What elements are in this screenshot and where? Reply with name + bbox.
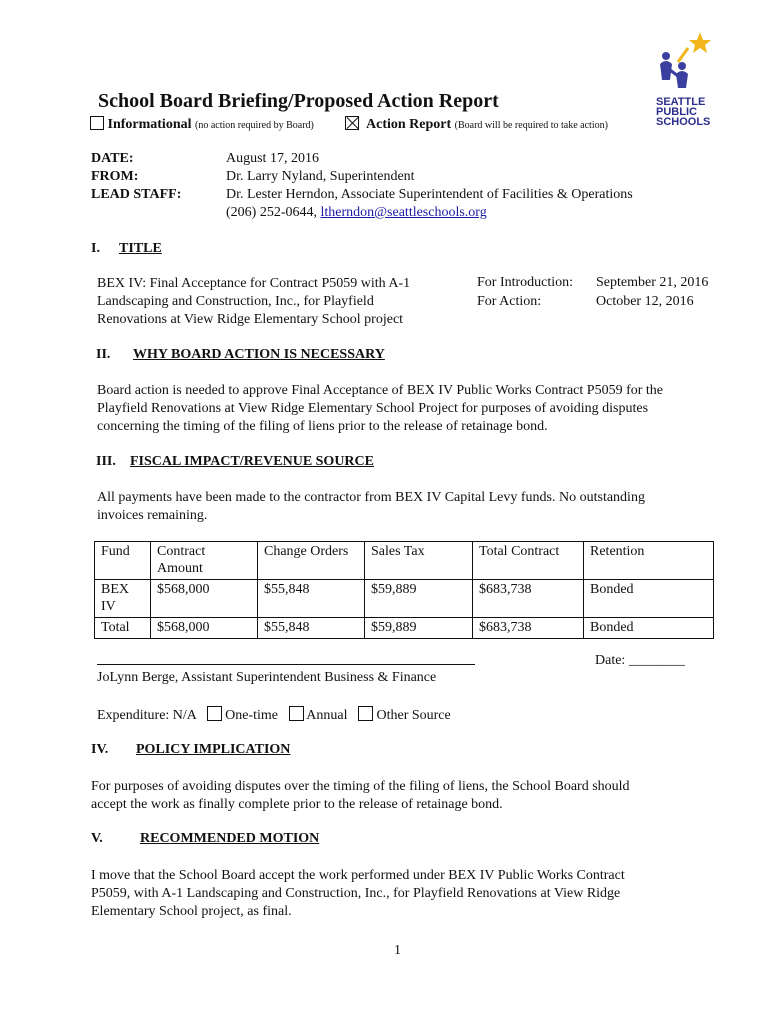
section-3-body: All payments have been made to the contractor from BEX IV Capital Levy funds. No outstanding invoices remaining. — [97, 490, 645, 523]
section-4-number: IV. — [91, 742, 109, 757]
lead-staff-label: LEAD STAFF: — [91, 187, 182, 202]
table-cell: BEX IV — [95, 580, 151, 618]
section-4-body: For purposes of avoiding disputes over the timing of the filing of liens, the School Board should accept the work as finally complete prior to the release of retainage bond. — [91, 779, 630, 812]
title-text: BEX IV: Final Acceptance for Contract P5059 with A-1 Landscaping and Construction, Inc., for Playfield Renovations at View Ridge Elementary School project — [97, 276, 411, 327]
table-header-cell: Sales Tax — [365, 542, 473, 580]
page-title: School Board Briefing/Proposed Action Report — [98, 90, 499, 112]
section-5-body: I move that the School Board accept the work performed under BEX IV Public Works Contract P5059, with A-1 Landscaping and Construction, Inc., for Playfield Renovations at View Ridge Elementary School project, as final. — [91, 868, 625, 919]
annual-label: Annual — [306, 708, 348, 723]
signature-line[interactable] — [97, 664, 475, 665]
signer-name: JoLynn Berge, Assistant Superintendent Business & Finance — [97, 670, 437, 685]
section-2-body: Board action is needed to approve Final Acceptance of BEX IV Public Works Contract P5059 for the Playfield Renovations at View Ridge Elementary School Project for purposes of avoiding disputes concerning the timing of the filing of liens prior to the release of retainage bond. — [97, 383, 664, 434]
action-date: October 12, 2016 — [596, 294, 694, 309]
table-header-row — [95, 542, 714, 580]
date-value: August 17, 2016 — [226, 151, 319, 166]
fiscal-table — [94, 541, 714, 639]
annual-checkbox[interactable] — [289, 706, 304, 721]
intro-date: September 21, 2016 — [596, 275, 709, 290]
signature-date: Date: ________ — [595, 653, 685, 668]
email-link[interactable]: ltherndon@seattleschools.org — [320, 205, 487, 220]
logo-text: SEATTLE PUBLIC SCHOOLS — [656, 96, 711, 128]
date-label: DATE: — [91, 151, 134, 166]
table-header-cell: Contract Amount — [151, 542, 258, 580]
other-source-label: Other Source — [376, 708, 451, 723]
section-2-heading: WHY BOARD ACTION IS NECESSARY — [133, 347, 385, 362]
table-header-cell: Total Contract — [473, 542, 584, 580]
table-cell: Bonded — [584, 580, 714, 618]
expenditure-row — [97, 706, 451, 724]
other-source-checkbox[interactable] — [358, 706, 373, 721]
from-label: FROM: — [91, 169, 139, 184]
informational-label: Informational — [107, 117, 192, 132]
table-row — [95, 618, 714, 639]
section-5-heading: RECOMMENDED MOTION — [140, 831, 320, 846]
section-5-number: V. — [91, 831, 103, 846]
table-cell: $59,889 — [365, 618, 473, 639]
section-4-heading: POLICY IMPLICATION — [136, 742, 291, 757]
table-cell: $55,848 — [258, 618, 365, 639]
seattle-public-schools-logo — [648, 30, 718, 130]
section-3-number: III. — [96, 454, 116, 469]
section-1-number: I. — [91, 241, 100, 256]
action-report-checkbox[interactable] — [345, 116, 359, 130]
section-2-number: II. — [96, 347, 111, 362]
table-header-cell: Retention — [584, 542, 714, 580]
informational-checkbox[interactable] — [90, 116, 104, 130]
informational-note: (no action required by Board) — [195, 120, 314, 131]
table-cell: $683,738 — [473, 580, 584, 618]
page-number: 1 — [394, 943, 401, 958]
table-cell: $55,848 — [258, 580, 365, 618]
from-value: Dr. Larry Nyland, Superintendent — [226, 169, 415, 184]
table-cell: $59,889 — [365, 580, 473, 618]
action-report-label: Action Report — [366, 117, 452, 132]
action-report-note: (Board will be required to take action) — [454, 120, 608, 131]
table-row — [95, 580, 714, 618]
logo-star-figures-icon — [648, 30, 718, 92]
lead-staff-value: Dr. Lester Herndon, Associate Superintendent of Facilities & Operations — [226, 187, 633, 202]
intro-label: For Introduction: — [477, 275, 574, 290]
one-time-checkbox[interactable] — [207, 706, 222, 721]
table-cell: $568,000 — [151, 580, 258, 618]
table-cell: $568,000 — [151, 618, 258, 639]
lead-staff-contact — [226, 205, 487, 221]
section-3-heading: FISCAL IMPACT/REVENUE SOURCE — [130, 454, 374, 469]
table-cell: Bonded — [584, 618, 714, 639]
one-time-label: One-time — [225, 708, 279, 723]
action-report-row — [345, 116, 608, 133]
report-type-row — [90, 116, 314, 133]
expenditure-label: Expenditure: N/A — [97, 708, 197, 723]
table-cell: Total — [95, 618, 151, 639]
action-label: For Action: — [477, 294, 542, 309]
section-1-heading: TITLE — [119, 241, 162, 256]
table-header-cell: Fund — [95, 542, 151, 580]
table-header-cell: Change Orders — [258, 542, 365, 580]
phone-number: (206) 252-0644, — [226, 205, 321, 220]
table-cell: $683,738 — [473, 618, 584, 639]
